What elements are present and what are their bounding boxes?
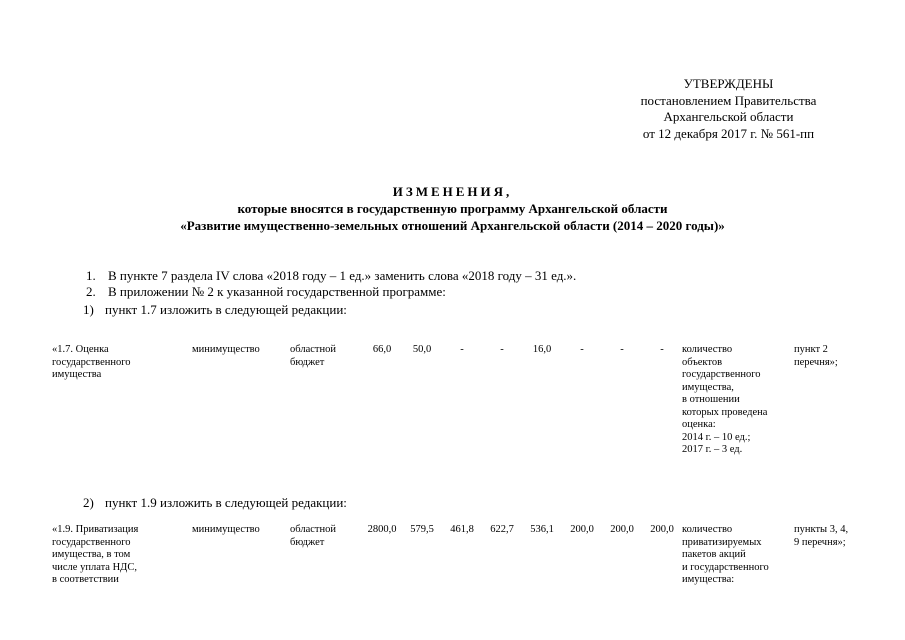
- value-cell: 50,0: [412, 344, 432, 355]
- cell-line: государственного: [52, 356, 131, 368]
- value-cell: 461,8: [450, 524, 474, 535]
- row-name-cell: [52, 344, 192, 457]
- row-source-cell: [290, 344, 362, 457]
- paragraph-text: пункт 1.9 изложить в следующей редакции:: [105, 495, 347, 510]
- approval-line: Архангельской области: [663, 109, 794, 124]
- subparagraph-2: [83, 495, 347, 511]
- cell-line: оценка:: [682, 419, 716, 430]
- cell-line: 2017 г. – 3 ед.: [682, 444, 743, 455]
- title-program-name: «Развитие имущественно-земельных отношений Архангельской области (2014 – 2020 годы)»: [180, 218, 725, 233]
- cell-line: приватизируемых: [682, 536, 762, 548]
- value-cell: 579,5: [410, 524, 434, 535]
- paragraph-number: 2): [83, 495, 94, 510]
- value-cell: 200,0: [570, 524, 594, 535]
- cell-line: пакетов акций: [682, 549, 746, 560]
- cell-line: «1.9. Приватизация: [52, 524, 139, 535]
- value-cell: -: [620, 344, 624, 355]
- cell-line: государственного: [682, 369, 761, 380]
- cell-line: 2014 г. – 10 ед.;: [682, 431, 751, 443]
- paragraph-text: пункт 1.7 изложить в следующей редакции:: [105, 302, 347, 317]
- cell-line: количество: [682, 524, 733, 535]
- value-cell: -: [580, 344, 584, 355]
- value-cell: 622,7: [490, 524, 514, 535]
- cell-line: имущества:: [682, 574, 735, 585]
- value-cell: -: [660, 344, 664, 355]
- value-cell: -: [500, 344, 504, 355]
- row-executor-cell: минимущество: [192, 524, 260, 535]
- title-heading: ИЗМЕНЕНИЯ,: [392, 184, 513, 199]
- cell-line: объектов: [682, 356, 723, 368]
- paragraph-text: В пункте 7 раздела IV слова «2018 году – 1 ед.» заменить слова «2018 году – 31 ед.».: [108, 268, 577, 283]
- value-cell: 200,0: [650, 524, 674, 535]
- approval-line: постановлением Правительства: [640, 92, 817, 108]
- table-row-1-7: [52, 344, 854, 457]
- cell-line: областной: [290, 344, 336, 355]
- approval-heading: УТВЕРЖДЕНЫ: [683, 76, 774, 91]
- row-indicator-cell: [682, 344, 794, 457]
- cell-line: которых проведена: [682, 406, 768, 418]
- value-cell: 2800,0: [367, 524, 397, 535]
- cell-line: бюджет: [290, 356, 325, 368]
- paragraph-2: [86, 284, 446, 300]
- title-subtitle: которые вносятся в государственную программу Архангельской области: [237, 201, 668, 216]
- value-cell: -: [460, 344, 464, 355]
- paragraph-text: В приложении № 2 к указанной государственной программе:: [108, 284, 446, 299]
- row-executor-cell: минимущество: [192, 344, 260, 355]
- cell-line: 9 перечня»;: [794, 536, 846, 548]
- value-cell: 16,0: [532, 344, 552, 355]
- value-cell: 66,0: [372, 344, 392, 355]
- approval-block: [600, 76, 857, 142]
- row-source-cell: [290, 524, 362, 587]
- cell-line: пункты 3, 4,: [794, 524, 849, 535]
- cell-line: областной: [290, 524, 336, 535]
- row-name-cell: [52, 524, 192, 587]
- subparagraph-1: [83, 302, 347, 318]
- paragraph-number: 1.: [86, 268, 96, 283]
- cell-line: пункт 2: [794, 344, 828, 355]
- row-indicator-cell: [682, 524, 794, 587]
- cell-line: количество: [682, 344, 733, 355]
- paragraph-number: 2.: [86, 284, 96, 299]
- paragraph-number: 1): [83, 302, 94, 317]
- value-cell: 200,0: [610, 524, 634, 535]
- cell-line: перечня»;: [794, 356, 838, 368]
- cell-line: имущества, в том: [52, 549, 131, 560]
- paragraph-1: [86, 268, 576, 284]
- cell-line: имущества: [52, 369, 102, 380]
- cell-line: государственного: [52, 536, 131, 548]
- value-cell: 536,1: [530, 524, 554, 535]
- cell-line: «1.7. Оценка: [52, 344, 109, 355]
- row-reference-cell: [794, 344, 854, 457]
- cell-line: в соответствии: [52, 574, 119, 585]
- cell-line: числе уплата НДС,: [52, 561, 137, 573]
- row-reference-cell: [794, 524, 854, 587]
- cell-line: бюджет: [290, 536, 325, 548]
- table-row-1-9: [52, 524, 854, 587]
- document-title: [0, 183, 905, 234]
- cell-line: и государственного: [682, 561, 769, 573]
- cell-line: имущества,: [682, 381, 734, 393]
- cell-line: в отношении: [682, 394, 740, 405]
- approval-date: от 12 декабря 2017 г. № 561-пп: [642, 125, 815, 141]
